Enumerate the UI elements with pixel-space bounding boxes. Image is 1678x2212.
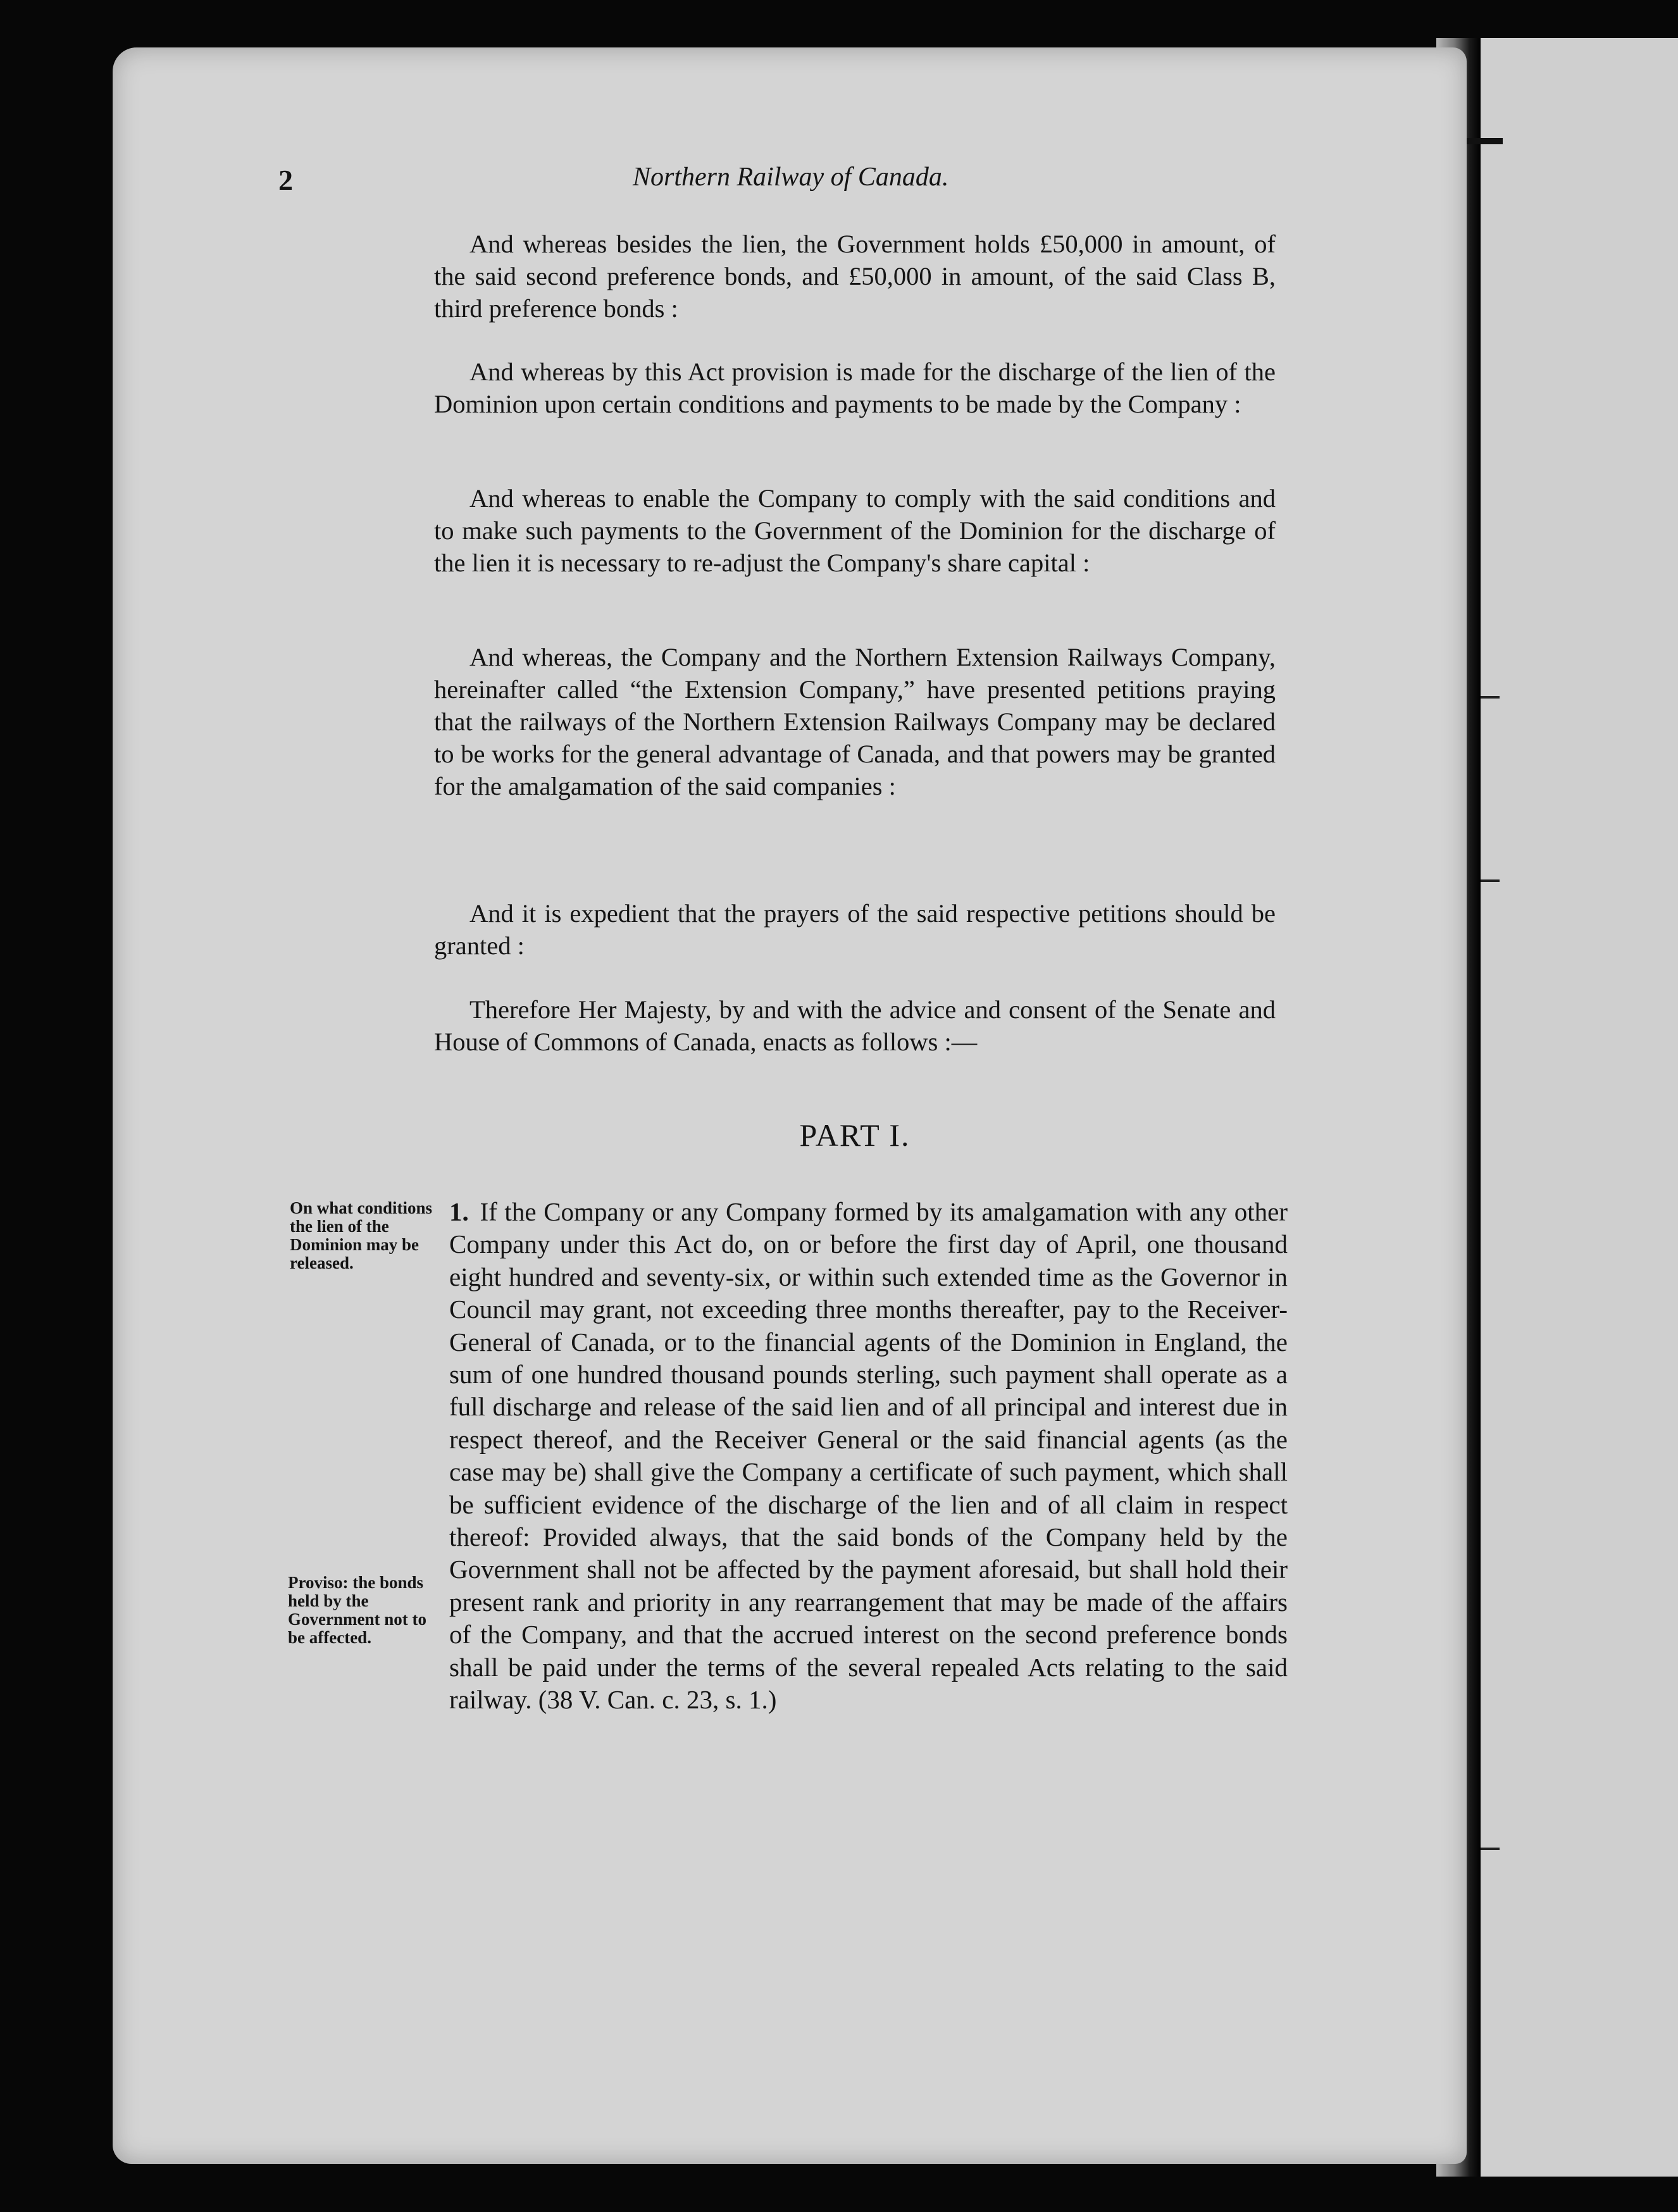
preamble-paragraph-2: And whereas by this Act provision is made for the discharge of the lien of the Dominion upon certain conditions and payments to be made by the Company :: [434, 357, 1276, 418]
section-1: [449, 1196, 1288, 1717]
running-title: Northern Railway of Canada.: [633, 163, 949, 192]
preamble-paragraph-5: And it is expedient that the prayers of the said respective petitions should be granted :: [434, 899, 1276, 960]
preamble-paragraph-4: And whereas, the Company and the Northern Extension Railways Company, hereinafter called “the Extension Company,” have presented petitions praying that the railways of the Northern Extension Railways Company may be declared to be works for the general advantage of Canada, and that powers may be granted for the amalgamation of the said companies :: [434, 643, 1276, 800]
preamble-paragraph-1: And whereas besides the lien, the Government holds £50,000 in amount, of the said second preference bonds, and £50,000 in amount, of the said Class B, third preference bonds :: [434, 230, 1276, 323]
section-1-citation: (38 V. Can. c. 23, s. 1.): [538, 1685, 777, 1715]
marginal-note-proviso: Proviso: the bonds held by the Government not to be affected.: [288, 1573, 426, 1647]
page-number: 2: [278, 164, 293, 196]
section-number: 1.: [449, 1197, 469, 1226]
section-1-text: If the Company or any Company formed by its amalgamation with any other Company under this Act do, on or before the first day of April, one thousand eight hundred and seventy-six, or within such extended time as the Governor in Council may grant, not exceeding three months thereafter, pay to the Receiver-General of Canada, or to the financial agents of the Dominion in England, the sum of one hundred thousand pounds sterling, such payment shall operate as a full discharge and release of the said lien and of all principal and interest due in respect thereof, and the Receiver General or the said financial agents (as the case may be) shall give the Company a certificate of such payment, which shall be sufficient evidence of the discharge of the lien and of all claim in respect thereof: Provided always, that the said bonds of the Company held by the Government shall not be affected by the payment aforesaid, but shall hold their present rank and priority in any rearrangement that may be made of the affairs of the Company, and that the accrued interest on the second preference bonds shall be paid under the terms of the several repealed Acts relating to the said railway.: [449, 1197, 1288, 1715]
preamble-paragraph-3: And whereas to enable the Company to comply with the said conditions and to make such payments to the Government of the Dominion for the discharge of the lien it is necessary to re-adjust the Company's share capital :: [434, 484, 1276, 577]
marginal-note-release: On what conditions the lien of the Dominion may be released.: [290, 1198, 433, 1272]
enacting-clause: Therefore Her Majesty, by and with the advice and consent of the Senate and House of Commons of Canada, enacts as follows :—: [434, 995, 1276, 1056]
facing-page-edge: [1481, 38, 1678, 2177]
part-heading: PART I.: [799, 1117, 910, 1153]
